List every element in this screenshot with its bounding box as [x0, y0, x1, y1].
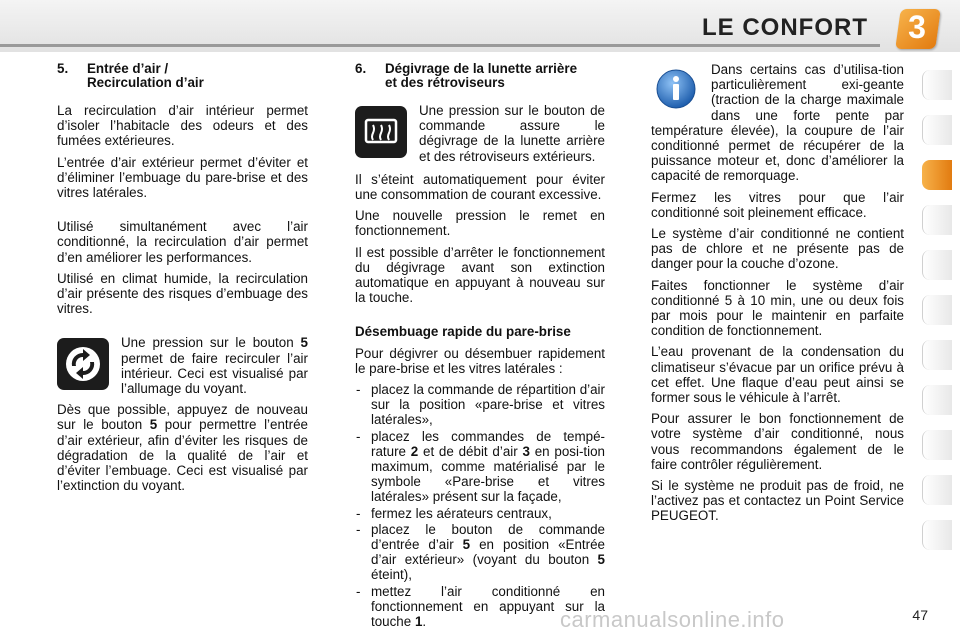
text-run: Dans certains cas d’utilisa-tion particulièrement exi-geante (traction de la charge maximale dans une forte pente par température élevée), la coupure de l’air conditionné permet de récupérer de la puissance moteur et, donc d’améliorer la capacité de remorquage.: [651, 62, 904, 184]
paragraph: Utilisé en climat humide, la recirculation d’air présente des risques d’embuage des vitres.: [57, 270, 308, 317]
chapter-tab-active[interactable]: [922, 160, 952, 190]
paragraph: Il est possible d’arrêter le fonctionnement du dégivrage avant son extinction automatique en appuyant à nouveau sur la touche.: [355, 244, 605, 306]
paragraph: Utilisé simultanément avec l’air conditionné, la recirculation d’air permet d’en améliorer les performances.: [57, 219, 308, 265]
column-rear-defrost: [355, 62, 605, 630]
instruction-list: [355, 382, 605, 629]
page-number: 47: [912, 607, 928, 623]
watermark: carmanualsonline.info: [560, 607, 785, 632]
control-ref: 3: [522, 443, 530, 459]
paragraph: L’entrée d’air extérieur permet d’éviter et d’éliminer l’embuage du pare-brise et des vitres latérales.: [57, 154, 308, 201]
paragraph: [57, 335, 308, 396]
text-run: Une pression sur le bouton: [121, 335, 301, 351]
header-divider: [0, 44, 880, 47]
section-number: 6.: [355, 61, 367, 76]
section-number: 5.: [57, 61, 69, 76]
paragraph: [651, 62, 904, 184]
text-run: placez les commandes de tempé-rature: [371, 428, 605, 459]
chapter-tab[interactable]: [922, 115, 952, 145]
section-title-line: Recirculation d’air: [87, 75, 204, 90]
section-title-line: Dégivrage de la lunette arrière: [385, 61, 578, 76]
text-run: pour permettre l’entrée d’air extérieur, afin d’éviter les risques de dégradation de la qualité de l’air et d’éviter l’embuage. Ceci est visualisé par l’extinction du voyant.: [57, 417, 308, 494]
paragraph: [57, 402, 308, 493]
list-item: - fermez les aérateurs centraux,: [355, 506, 605, 521]
info-icon: [651, 64, 701, 114]
text-run: en posi-tion maximum, comme matérialisé par le symbole «Pare-brise et vitres latérales» présent sur la façade,: [371, 443, 606, 505]
text-run: mettez l’air conditionné en fonctionnement en appuyant sur la touche: [371, 583, 605, 630]
paragraph: [355, 103, 605, 164]
chapter-tab[interactable]: [922, 70, 952, 100]
text-run: Une pression sur le bouton de commande assure le dégivrage de la lunette arrière et des rétroviseurs extérieurs.: [419, 103, 605, 164]
rear-defrost-icon: [355, 106, 407, 158]
paragraph: La recirculation d’air intérieur permet d’isoler l’habitacle des odeurs et des fumées extérieures.: [57, 103, 308, 149]
section-title-5: [57, 62, 308, 90]
paragraph: Le système d’air conditionné ne contient pas de chlore et ne présente pas de danger pour la couche d’ozone.: [651, 226, 904, 272]
list-item: - placez la commande de répartition d’air sur la position «pare-brise et vitres latérales»,: [355, 382, 605, 428]
column-air-intake: [57, 62, 308, 499]
chapter-tab[interactable]: [922, 205, 952, 235]
text-run: .: [422, 614, 427, 630]
chapter-tabs: [922, 70, 952, 580]
section-title-6: [355, 62, 605, 90]
text-run: en position «Entrée d’air extérieur» (voyant du bouton: [371, 537, 605, 568]
chapter-tab[interactable]: [922, 475, 952, 505]
page-title: LE CONFORT: [702, 14, 868, 41]
recirculation-icon: [57, 338, 109, 390]
control-ref: 5: [462, 537, 471, 553]
section-title-text: [385, 62, 577, 90]
control-ref: 5: [597, 552, 605, 568]
control-ref: 1: [414, 614, 423, 630]
column-info: [651, 62, 904, 530]
button-ref: 5: [300, 335, 308, 351]
paragraph: Faites fonctionner le système d’air conditionné 5 à 10 min, une ou deux fois par mois pour le maintenir en parfaite condition de fonctionnement.: [651, 277, 904, 339]
button-ref: 5: [149, 417, 158, 433]
paragraph: Fermez les vitres pour que l’air conditionné soit pleinement efficace.: [651, 189, 904, 220]
paragraph: Si le système ne produit pas de froid, ne l’activez pas et contactez un Point Service PEUGEOT.: [651, 478, 904, 524]
paragraph: L’eau provenant de la condensation du climatiseur s’évacue par un orifice prévu à cet effet. Une flaque d’eau peut ainsi se former sous le véhicule à l’arrêt.: [651, 344, 904, 406]
subsection-title: Désembuage rapide du pare-brise: [355, 324, 571, 340]
text-run: Dès que possible, appuyez de nouveau sur le bouton: [57, 402, 308, 433]
section-title-line: Entrée d’air /: [87, 61, 169, 76]
chapter-tab[interactable]: [922, 340, 952, 370]
chapter-tab[interactable]: [922, 250, 952, 280]
section-title-text: [87, 62, 204, 90]
list-item: [355, 522, 605, 583]
paragraph: Pour dégivrer ou désembuer rapidement le pare-brise et les vitres latérales :: [355, 345, 605, 376]
text-run: éteint),: [371, 567, 412, 583]
chapter-tab[interactable]: [922, 385, 952, 415]
paragraph: Il s’éteint automatiquement pour éviter une consommation de courant excessive.: [355, 171, 605, 203]
text-run: permet de faire recirculer l’air intérieur. Ceci est visualisé par l’allumage du voyant.: [121, 350, 308, 397]
text-run: et de débit d’air: [418, 443, 523, 459]
chapter-number: 3: [908, 9, 926, 45]
text-run: placez le bouton de commande d’entrée d’air: [371, 521, 605, 553]
chapter-tab[interactable]: [922, 520, 952, 550]
list-item: [355, 429, 605, 505]
paragraph: Pour assurer le bon fonctionnement de votre système d’air conditionné, nous vous recommandons également de le faire contrôler régulièrement.: [651, 411, 904, 472]
chapter-tab[interactable]: [922, 295, 952, 325]
chapter-tab[interactable]: [922, 430, 952, 460]
section-title-line: et des rétroviseurs: [385, 75, 505, 90]
control-ref: 2: [410, 443, 419, 459]
paragraph: Une nouvelle pression le remet en fonctionnement.: [355, 208, 605, 239]
